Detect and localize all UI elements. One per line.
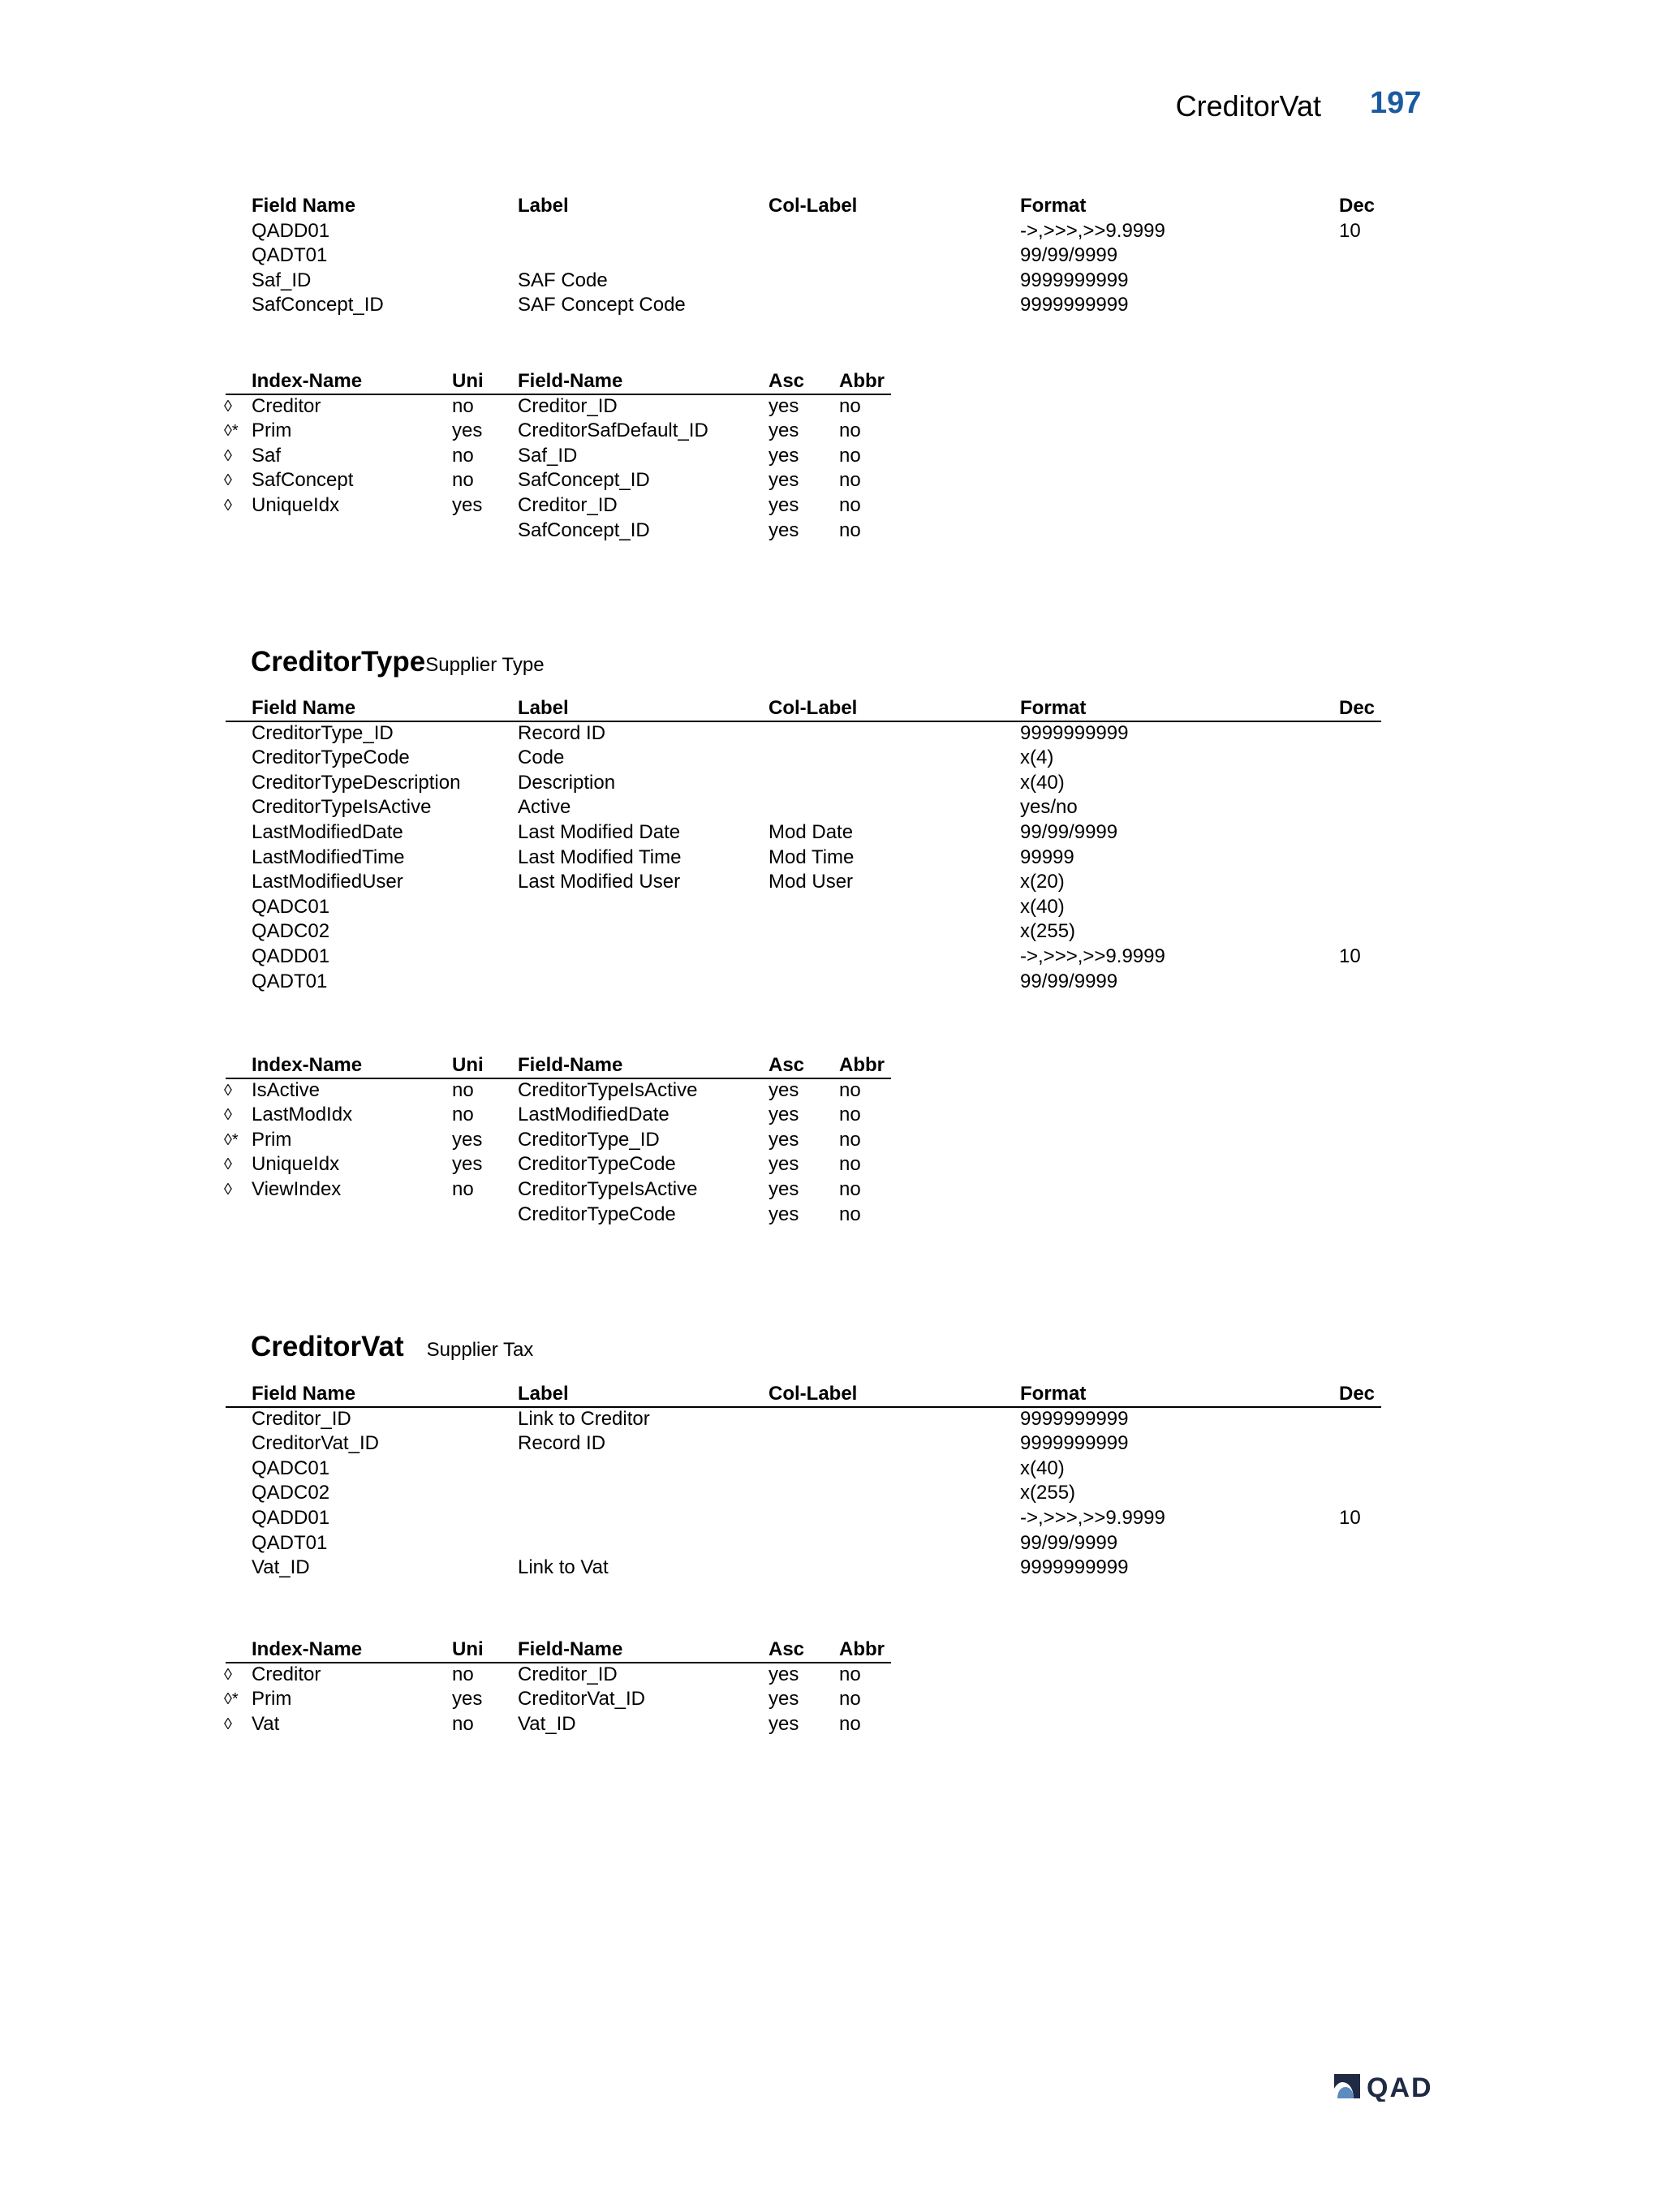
index-abbr: no <box>839 394 861 417</box>
field-name: CreditorTypeCode <box>252 747 410 769</box>
index-row <box>0 519 1662 544</box>
index-abbr: no <box>839 420 861 442</box>
index-name: Prim <box>252 1128 292 1151</box>
field-row <box>0 945 1662 970</box>
index-abbr: no <box>839 469 861 492</box>
header-dec: Dec <box>1339 1383 1376 1405</box>
index-name: SafConcept <box>252 469 354 492</box>
header-field-name: Field-Name <box>518 1054 623 1076</box>
field-row <box>0 795 1662 820</box>
header-format: Format <box>1020 1383 1087 1405</box>
header-format: Format <box>1020 697 1087 719</box>
field-row <box>0 771 1662 796</box>
index-asc: yes <box>769 519 799 541</box>
field-row <box>0 746 1662 771</box>
index-name: Vat <box>252 1712 280 1735</box>
index-abbr: no <box>839 444 861 467</box>
field-format: yes/no <box>1020 796 1078 819</box>
index-field: SafConcept_ID <box>518 469 650 492</box>
field-row <box>0 870 1662 895</box>
index-abbr: no <box>839 493 861 516</box>
field-label: Record ID <box>518 1432 606 1455</box>
field-row <box>0 1431 1662 1457</box>
field-format: x(255) <box>1020 1482 1076 1504</box>
field-name: QADD01 <box>252 219 330 242</box>
header-uni: Uni <box>452 1054 484 1076</box>
index-abbr: no <box>839 1104 861 1126</box>
index-asc: yes <box>769 469 799 492</box>
table-description: Supplier Tax <box>426 1339 534 1361</box>
index-row <box>0 1152 1662 1177</box>
index-unique: yes <box>452 493 483 516</box>
field-col-label: Mod User <box>769 871 854 893</box>
index-marker: ◊* <box>224 1130 239 1149</box>
index-marker: ◊ <box>224 1106 232 1125</box>
index-unique: yes <box>452 420 483 442</box>
index-marker: ◊ <box>224 496 232 514</box>
index-field: Creditor_ID <box>518 1663 618 1685</box>
field-format: x(40) <box>1020 1457 1065 1479</box>
index-row <box>0 1103 1662 1128</box>
index-marker: ◊ <box>224 1081 232 1100</box>
index-field: Vat_ID <box>518 1712 576 1735</box>
field-format: ->,>>>,>>9.9999 <box>1020 219 1165 242</box>
field-format: x(40) <box>1020 771 1065 794</box>
field-format: 99/99/9999 <box>1020 820 1118 843</box>
field-name: QADC02 <box>252 1482 330 1504</box>
header-index-name: Index-Name <box>252 1638 363 1660</box>
index-abbr: no <box>839 1663 861 1685</box>
index-name: IsActive <box>252 1078 321 1101</box>
field-format: 9999999999 <box>1020 721 1129 744</box>
index-abbr: no <box>839 1688 861 1711</box>
field-format: 9999999999 <box>1020 1407 1129 1430</box>
field-name: QADC01 <box>252 1457 330 1479</box>
index-asc: yes <box>769 1078 799 1101</box>
field-format: 9999999999 <box>1020 294 1129 316</box>
field-name: Vat_ID <box>252 1556 310 1579</box>
index-asc: yes <box>769 1177 799 1200</box>
field-row <box>0 846 1662 871</box>
field-name: CreditorVat_ID <box>252 1432 379 1455</box>
index-unique: no <box>452 444 474 467</box>
header-col-label: Col-Label <box>769 1383 858 1405</box>
index-row <box>0 1203 1662 1228</box>
field-name: QADT01 <box>252 1531 328 1554</box>
index-name: Saf <box>252 444 282 467</box>
index-asc: yes <box>769 1203 799 1225</box>
index-unique: yes <box>452 1688 483 1711</box>
field-col-label: Mod Time <box>769 846 855 868</box>
index-abbr: no <box>839 1177 861 1200</box>
index-name: UniqueIdx <box>252 1153 340 1176</box>
index-table-creditortype <box>0 1053 1662 1227</box>
field-format: x(255) <box>1020 920 1076 943</box>
index-unique: no <box>452 1663 474 1685</box>
header-abbr: Abbr <box>839 370 885 392</box>
index-row <box>0 493 1662 519</box>
index-row <box>0 1128 1662 1153</box>
header-asc: Asc <box>769 1638 805 1660</box>
field-row <box>0 293 1662 318</box>
index-row <box>0 419 1662 444</box>
field-name: LastModifiedUser <box>252 871 403 893</box>
index-table-header <box>0 1053 1662 1078</box>
field-label: SAF Code <box>518 269 608 291</box>
index-name: Prim <box>252 420 292 442</box>
field-label: Last Modified Time <box>518 846 682 868</box>
field-label: Link to Vat <box>518 1556 609 1579</box>
index-row <box>0 444 1662 469</box>
index-abbr: no <box>839 1078 861 1101</box>
field-format: 9999999999 <box>1020 269 1129 291</box>
field-table-header <box>0 696 1662 721</box>
index-table-creditorvat <box>0 1637 1662 1736</box>
header-uni: Uni <box>452 1638 484 1660</box>
index-name: UniqueIdx <box>252 493 340 516</box>
index-marker: ◊ <box>224 1180 232 1199</box>
field-table-header <box>0 1382 1662 1407</box>
field-label: Link to Creditor <box>518 1407 650 1430</box>
field-name: QADD01 <box>252 1506 330 1529</box>
index-field: Saf_ID <box>518 444 578 467</box>
index-table-continued <box>0 369 1662 543</box>
field-format: x(4) <box>1020 747 1054 769</box>
header-uni: Uni <box>452 370 484 392</box>
field-format: 9999999999 <box>1020 1432 1129 1455</box>
index-name: Creditor <box>252 394 321 417</box>
index-field: Creditor_ID <box>518 394 618 417</box>
index-asc: yes <box>769 1104 799 1126</box>
index-asc: yes <box>769 1712 799 1735</box>
index-name: ViewIndex <box>252 1177 342 1200</box>
index-table-header <box>0 369 1662 394</box>
index-unique: yes <box>452 1128 483 1151</box>
index-field: CreditorTypeCode <box>518 1203 676 1225</box>
qad-logo-mark <box>1331 2069 1453 2102</box>
field-name: QADT01 <box>252 970 328 992</box>
section-heading-creditortype <box>251 646 545 678</box>
index-field: Creditor_ID <box>518 493 618 516</box>
field-name: CreditorTypeIsActive <box>252 796 432 819</box>
field-label: Description <box>518 771 616 794</box>
field-table-continued <box>0 194 1662 318</box>
field-table-header <box>0 194 1662 219</box>
header-abbr: Abbr <box>839 1054 885 1076</box>
header-asc: Asc <box>769 1054 805 1076</box>
field-dec: 10 <box>1339 945 1361 967</box>
index-abbr: no <box>839 1153 861 1176</box>
index-field: CreditorVat_ID <box>518 1688 645 1711</box>
index-field: CreditorSafDefault_ID <box>518 420 708 442</box>
header-col-label: Col-Label <box>769 195 858 217</box>
header-field-name: Field Name <box>252 195 356 217</box>
field-row <box>0 1531 1662 1556</box>
index-asc: yes <box>769 1153 799 1176</box>
qad-logo-text: QAD <box>1367 2072 1433 2102</box>
header-field-name: Field-Name <box>518 1638 623 1660</box>
index-marker: ◊ <box>224 1665 232 1684</box>
index-abbr: no <box>839 1128 861 1151</box>
table-name: CreditorType <box>251 646 426 678</box>
field-format: 99/99/9999 <box>1020 1531 1118 1554</box>
index-marker: ◊ <box>224 471 232 490</box>
table-name: CreditorVat <box>251 1331 404 1362</box>
index-unique: no <box>452 1104 474 1126</box>
field-row <box>0 1407 1662 1432</box>
index-field: LastModifiedDate <box>518 1104 670 1126</box>
index-abbr: no <box>839 519 861 541</box>
field-format: 99/99/9999 <box>1020 244 1118 267</box>
field-name: QADD01 <box>252 945 330 967</box>
index-name: Prim <box>252 1688 292 1711</box>
header-label: Label <box>518 195 569 217</box>
field-table-creditortype <box>0 696 1662 994</box>
field-col-label: Mod Date <box>769 820 854 843</box>
field-row <box>0 895 1662 920</box>
table-description: Supplier Type <box>425 654 545 676</box>
field-row <box>0 970 1662 995</box>
field-name: LastModifiedDate <box>252 820 403 843</box>
field-label: Active <box>518 796 571 819</box>
field-row <box>0 243 1662 269</box>
index-asc: yes <box>769 420 799 442</box>
field-label: Record ID <box>518 721 606 744</box>
index-field: CreditorTypeIsActive <box>518 1177 698 1200</box>
index-field: CreditorTypeIsActive <box>518 1078 698 1101</box>
field-row <box>0 1556 1662 1581</box>
field-label: SAF Concept Code <box>518 294 686 316</box>
index-marker: ◊* <box>224 422 239 441</box>
index-table-header <box>0 1637 1662 1663</box>
field-format: x(20) <box>1020 871 1065 893</box>
index-marker: ◊ <box>224 1155 232 1174</box>
field-row <box>0 820 1662 846</box>
index-asc: yes <box>769 1688 799 1711</box>
header-index-name: Index-Name <box>252 1054 363 1076</box>
field-name: QADT01 <box>252 244 328 267</box>
header-dec: Dec <box>1339 697 1376 719</box>
index-row <box>0 1177 1662 1203</box>
field-row <box>0 919 1662 945</box>
field-name: CreditorType_ID <box>252 721 394 744</box>
header-field-name: Field Name <box>252 1383 356 1405</box>
header-abbr: Abbr <box>839 1638 885 1660</box>
header-dec: Dec <box>1339 195 1376 217</box>
header-format: Format <box>1020 195 1087 217</box>
index-name: Creditor <box>252 1663 321 1685</box>
index-row <box>0 1663 1662 1688</box>
header-field-name: Field-Name <box>518 370 623 392</box>
field-row <box>0 721 1662 747</box>
index-unique: no <box>452 1712 474 1735</box>
section-heading-creditorvat <box>251 1331 533 1363</box>
field-format: x(40) <box>1020 895 1065 918</box>
field-name: QADC01 <box>252 895 330 918</box>
field-dec: 10 <box>1339 219 1361 242</box>
index-asc: yes <box>769 1128 799 1151</box>
field-label: Last Modified User <box>518 871 681 893</box>
header-asc: Asc <box>769 370 805 392</box>
index-unique: no <box>452 1078 474 1101</box>
index-unique: no <box>452 394 474 417</box>
index-row <box>0 1712 1662 1737</box>
field-name: SafConcept_ID <box>252 294 384 316</box>
index-unique: no <box>452 1177 474 1200</box>
field-name: LastModifiedTime <box>252 846 405 868</box>
index-field: SafConcept_ID <box>518 519 650 541</box>
header-label: Label <box>518 697 569 719</box>
field-name: Creditor_ID <box>252 1407 351 1430</box>
page-number: 197 <box>1370 86 1422 120</box>
index-marker: ◊ <box>224 446 232 465</box>
header-index-name: Index-Name <box>252 370 363 392</box>
field-name: Saf_ID <box>252 269 312 291</box>
field-name: QADC02 <box>252 920 330 943</box>
header-label: Label <box>518 1383 569 1405</box>
running-title: CreditorVat <box>1175 89 1321 123</box>
field-table-creditorvat <box>0 1382 1662 1581</box>
field-row <box>0 219 1662 244</box>
field-format: 99999 <box>1020 846 1074 868</box>
field-row <box>0 1506 1662 1531</box>
index-field: CreditorTypeCode <box>518 1153 676 1176</box>
field-format: 99/99/9999 <box>1020 970 1118 992</box>
header-field-name: Field Name <box>252 697 356 719</box>
index-unique: no <box>452 469 474 492</box>
index-name: LastModIdx <box>252 1104 353 1126</box>
index-row <box>0 1687 1662 1712</box>
index-field: CreditorType_ID <box>518 1128 660 1151</box>
qad-logo <box>1331 2069 1453 2102</box>
index-marker: ◊ <box>224 397 232 415</box>
index-row <box>0 1078 1662 1104</box>
field-row <box>0 1481 1662 1506</box>
field-name: CreditorTypeDescription <box>252 771 461 794</box>
index-asc: yes <box>769 493 799 516</box>
field-label: Last Modified Date <box>518 820 681 843</box>
header-col-label: Col-Label <box>769 697 858 719</box>
index-asc: yes <box>769 444 799 467</box>
field-row <box>0 1457 1662 1482</box>
index-abbr: no <box>839 1203 861 1225</box>
index-abbr: no <box>839 1712 861 1735</box>
index-marker: ◊* <box>224 1690 239 1709</box>
index-row <box>0 468 1662 493</box>
field-format: 9999999999 <box>1020 1556 1129 1579</box>
field-dec: 10 <box>1339 1506 1361 1529</box>
field-row <box>0 269 1662 294</box>
field-format: ->,>>>,>>9.9999 <box>1020 945 1165 967</box>
index-asc: yes <box>769 1663 799 1685</box>
index-unique: yes <box>452 1153 483 1176</box>
field-format: ->,>>>,>>9.9999 <box>1020 1506 1165 1529</box>
index-row <box>0 394 1662 420</box>
index-marker: ◊ <box>224 1715 232 1733</box>
field-label: Code <box>518 747 565 769</box>
index-asc: yes <box>769 394 799 417</box>
